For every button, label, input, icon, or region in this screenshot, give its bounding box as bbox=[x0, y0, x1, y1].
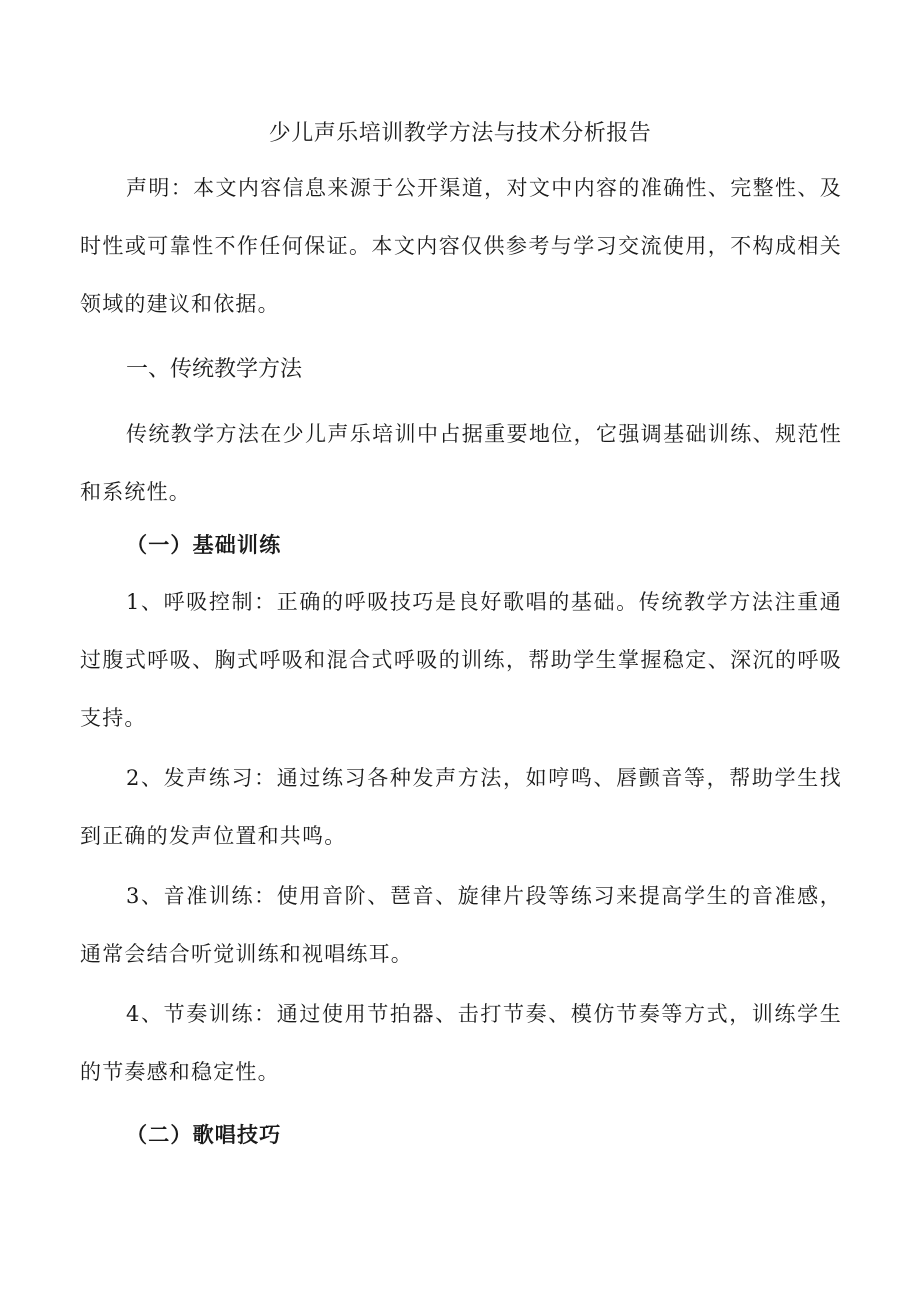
section-intro-paragraph: 传统教学方法在少儿声乐培训中占据重要地位，它强调基础训练、规范性和系统性。 bbox=[80, 422, 842, 504]
list-item-pitch-training: 3、音准训练：使用音阶、琶音、旋律片段等练习来提高学生的音准感，通常会结合听觉训练和视唱练耳。 bbox=[80, 884, 842, 966]
list-item-rhythm-training: 4、节奏训练：通过使用节拍器、击打节奏、模仿节奏等方式，训练学生的节奏感和稳定性。 bbox=[80, 1002, 842, 1084]
subsection-heading-singing-skills: （二）歌唱技巧 bbox=[126, 1122, 282, 1147]
disclaimer-paragraph: 声明：本文内容信息来源于公开渠道，对文中内容的准确性、完整性、及时性或可靠性不作任何保证。本文内容仅供参考与学习交流使用，不构成相关领域的建议和依据。 bbox=[80, 176, 842, 316]
subsection-heading-basic-training: （一）基础训练 bbox=[126, 532, 282, 557]
section-heading: 一、传统教学方法 bbox=[126, 357, 303, 382]
list-item-vocal-practice: 2、发声练习：通过练习各种发声方法，如哼鸣、唇颤音等，帮助学生找到正确的发声位置和共鸣。 bbox=[80, 766, 842, 848]
document-title: 少儿声乐培训教学方法与技术分析报告 bbox=[268, 121, 652, 146]
list-item-breath-control: 1、呼吸控制：正确的呼吸技巧是良好歌唱的基础。传统教学方法注重通过腹式呼吸、胸式呼吸和混合式呼吸的训练，帮助学生掌握稳定、深沉的呼吸支持。 bbox=[80, 590, 842, 730]
